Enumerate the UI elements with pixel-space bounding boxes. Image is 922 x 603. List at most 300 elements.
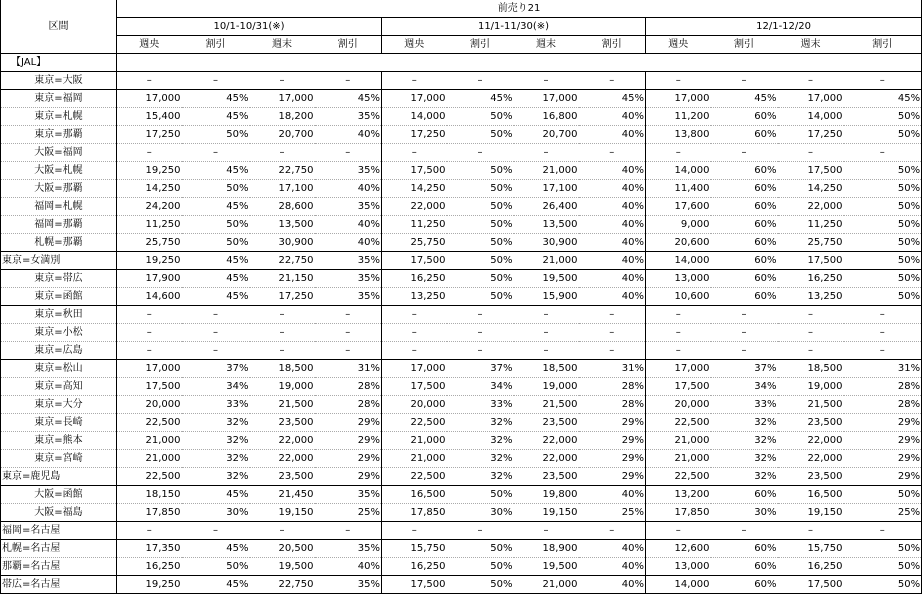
route-cell: 大阪=福岡 [1,144,117,162]
discount-cell: 32% [182,414,250,432]
discount-cell: 50% [844,558,922,576]
table-row [1,270,922,288]
fare-cell: – [646,522,711,540]
discount-cell: 40% [579,288,646,306]
discount-cell: 29% [844,450,922,468]
fare-cell: 22,500 [117,414,182,432]
fare-cell: 21,000 [382,450,447,468]
fare-cell: 22,500 [382,468,447,486]
fare-cell: 20,700 [514,126,579,144]
fare-cell: – [778,306,844,324]
discount-cell: 40% [579,270,646,288]
fare-cell: – [250,144,315,162]
discount-cell: – [315,522,382,540]
fare-cell: 22,000 [514,450,579,468]
route-cell: 札幌=那覇 [1,234,117,252]
discount-cell: 32% [447,414,514,432]
fare-cell: 23,500 [250,468,315,486]
table-row [1,504,922,522]
subcolumn-header: 割引 [315,36,382,54]
discount-cell: 40% [579,540,646,558]
fare-cell: 19,150 [250,504,315,522]
discount-cell: 50% [182,558,250,576]
fare-cell: – [514,522,579,540]
fare-cell: 17,600 [646,198,711,216]
discount-cell: – [447,144,514,162]
discount-cell: 29% [315,414,382,432]
section-label: 【JAL】 [1,54,117,72]
discount-cell: 45% [182,252,250,270]
discount-cell: 50% [447,252,514,270]
fare-cell: 17,250 [250,288,315,306]
period-header: 12/1-12/20 [646,18,922,36]
fare-cell: 17,350 [117,540,182,558]
discount-cell: 29% [579,468,646,486]
discount-cell: 50% [447,558,514,576]
fare-cell: 17,500 [778,162,844,180]
fare-cell: 14,250 [117,180,182,198]
discount-cell: 50% [844,126,922,144]
route-cell: 福岡=名古屋 [1,522,117,540]
discount-cell: 45% [182,576,250,594]
fare-cell: – [646,324,711,342]
fare-cell: 18,900 [514,540,579,558]
discount-cell: – [447,342,514,360]
discount-cell: 32% [182,432,250,450]
discount-cell: 50% [447,126,514,144]
fare-cell: 17,100 [514,180,579,198]
subcolumn-header: 割引 [711,36,778,54]
fare-cell: 23,500 [250,414,315,432]
route-cell: 那覇=名古屋 [1,558,117,576]
route-cell: 大阪=札幌 [1,162,117,180]
discount-cell: 25% [844,504,922,522]
fare-cell: 16,250 [778,270,844,288]
discount-cell: 28% [579,396,646,414]
fare-cell: 17,500 [778,252,844,270]
discount-cell: 50% [182,126,250,144]
fare-cell: 25,750 [117,234,182,252]
discount-cell: 50% [447,216,514,234]
fare-cell: 19,000 [250,378,315,396]
route-cell: 東京=女満別 [1,252,117,270]
fare-cell: 21,500 [514,396,579,414]
fare-cell: 18,500 [250,360,315,378]
discount-cell: 50% [844,540,922,558]
discount-cell: 40% [579,252,646,270]
fare-cell: 23,500 [778,414,844,432]
discount-cell: 60% [711,216,778,234]
fare-cell: 21,000 [514,576,579,594]
discount-cell: – [579,522,646,540]
discount-cell: 35% [315,576,382,594]
fare-cell: – [778,342,844,360]
fare-cell: 17,500 [382,576,447,594]
fare-cell: 17,000 [117,90,182,108]
discount-cell: 32% [447,432,514,450]
fare-cell: – [514,72,579,90]
fare-cell: 21,000 [646,450,711,468]
fare-cell: 30,900 [514,234,579,252]
route-cell: 東京=熊本 [1,432,117,450]
discount-cell: 40% [579,126,646,144]
fare-cell: 10,600 [646,288,711,306]
fare-cell: 20,500 [250,540,315,558]
fare-cell: 14,250 [778,180,844,198]
fare-cell: 13,200 [646,486,711,504]
table-row [1,468,922,486]
fare-cell: 21,000 [117,450,182,468]
discount-cell: 34% [182,378,250,396]
fare-cell: 15,750 [382,540,447,558]
fare-cell: 17,250 [778,126,844,144]
table-row [1,450,922,468]
discount-cell: 60% [711,234,778,252]
subcolumn-header: 週末 [778,36,844,54]
fare-cell: 21,000 [382,432,447,450]
discount-cell: 32% [711,414,778,432]
fare-cell: 14,000 [646,252,711,270]
discount-cell: – [711,324,778,342]
discount-cell: 29% [579,414,646,432]
fare-cell: 15,750 [778,540,844,558]
fare-cell: 14,250 [382,180,447,198]
discount-cell: – [711,342,778,360]
fare-cell: – [250,342,315,360]
subcolumn-header: 割引 [447,36,514,54]
fare-cell: 16,800 [514,108,579,126]
discount-cell: 40% [579,108,646,126]
discount-cell: 60% [711,126,778,144]
discount-cell: 50% [844,270,922,288]
discount-cell: 28% [315,396,382,414]
fare-cell: 19,150 [514,504,579,522]
discount-cell: – [447,72,514,90]
discount-cell: 37% [711,360,778,378]
table-row [1,558,922,576]
fare-cell: 22,000 [250,450,315,468]
fare-cell: 19,250 [117,576,182,594]
discount-cell: 50% [844,252,922,270]
table-row [1,126,922,144]
discount-cell: 50% [447,108,514,126]
fare-cell: – [778,72,844,90]
fare-cell: 19,500 [250,558,315,576]
discount-cell: 60% [711,162,778,180]
fare-cell: 17,000 [117,360,182,378]
fare-cell: 11,250 [382,216,447,234]
discount-cell: 32% [182,468,250,486]
discount-cell: 35% [315,486,382,504]
discount-cell: 50% [844,198,922,216]
fare-cell: 22,750 [250,252,315,270]
discount-cell: 50% [844,216,922,234]
fare-cell: 13,500 [514,216,579,234]
discount-cell: – [844,342,922,360]
route-cell: 東京=福岡 [1,90,117,108]
discount-cell: 32% [711,432,778,450]
route-cell: 大阪=福島 [1,504,117,522]
route-cell: 帯広=名古屋 [1,576,117,594]
table-header [1,0,922,54]
fare-cell: – [382,72,447,90]
discount-cell: 40% [579,198,646,216]
discount-cell: 40% [315,180,382,198]
fare-cell: 17,000 [646,90,711,108]
fare-cell: 22,000 [250,432,315,450]
fare-cell: – [646,72,711,90]
route-cell: 東京=函館 [1,288,117,306]
discount-cell: – [182,144,250,162]
fare-cell: 11,400 [646,180,711,198]
route-cell: 東京=帯広 [1,270,117,288]
discount-cell: – [447,324,514,342]
discount-cell: 40% [579,558,646,576]
discount-cell: 50% [182,234,250,252]
fare-cell: – [382,342,447,360]
fare-cell: – [117,342,182,360]
discount-cell: 45% [844,90,922,108]
fare-cell: – [250,522,315,540]
fare-cell: – [250,306,315,324]
fare-cell: 17,850 [117,504,182,522]
fare-cell: – [117,306,182,324]
discount-cell: 40% [579,576,646,594]
route-cell: 大阪=函館 [1,486,117,504]
discount-cell: 29% [315,468,382,486]
fare-cell: 19,000 [514,378,579,396]
discount-cell: 31% [844,360,922,378]
fare-cell: 16,500 [778,486,844,504]
fare-cell: 19,250 [117,162,182,180]
table-row [1,288,922,306]
fare-cell: 21,000 [514,252,579,270]
table-row [1,522,922,540]
discount-cell: – [844,324,922,342]
fare-cell: 17,900 [117,270,182,288]
table-row [1,144,922,162]
fare-cell: 17,850 [646,504,711,522]
fare-cell: – [778,522,844,540]
fare-cell: 19,150 [778,504,844,522]
fare-cell: 22,750 [250,576,315,594]
fare-cell: 11,250 [778,216,844,234]
discount-cell: – [711,306,778,324]
fare-cell: 14,000 [778,108,844,126]
route-cell: 東京=広島 [1,342,117,360]
discount-cell: – [844,522,922,540]
discount-cell: 33% [447,396,514,414]
discount-cell: 35% [315,198,382,216]
fare-cell: – [382,522,447,540]
discount-cell: 28% [844,396,922,414]
discount-cell: 32% [447,468,514,486]
fare-cell: 11,200 [646,108,711,126]
discount-cell: – [315,306,382,324]
section-row [1,54,922,72]
fare-cell: 11,250 [117,216,182,234]
discount-cell: 60% [711,108,778,126]
discount-cell: – [315,72,382,90]
discount-cell: – [579,324,646,342]
fare-cell: 21,150 [250,270,315,288]
discount-cell: 40% [579,234,646,252]
discount-cell: 31% [315,360,382,378]
discount-cell: 35% [315,540,382,558]
discount-cell: 50% [844,162,922,180]
discount-cell: 30% [711,504,778,522]
discount-cell: 37% [447,360,514,378]
discount-cell: 37% [182,360,250,378]
route-cell: 東京=小松 [1,324,117,342]
fare-cell: 17,500 [646,378,711,396]
fare-cell: 16,500 [382,486,447,504]
fare-cell: 18,150 [117,486,182,504]
fare-cell: 19,500 [514,558,579,576]
discount-cell: 50% [844,234,922,252]
fare-cell: 20,000 [117,396,182,414]
fare-cell: 22,000 [778,198,844,216]
discount-cell: 30% [182,504,250,522]
fare-cell: 19,800 [514,486,579,504]
discount-cell: 28% [844,378,922,396]
discount-cell: – [182,522,250,540]
table-row [1,234,922,252]
fare-cell: 15,400 [117,108,182,126]
discount-cell: 35% [315,162,382,180]
fare-cell: 14,000 [382,108,447,126]
fare-cell: 17,250 [117,126,182,144]
fare-cell: 17,000 [514,90,579,108]
fare-cell: 16,250 [382,558,447,576]
table-row [1,540,922,558]
discount-cell: – [182,324,250,342]
fare-cell: 18,200 [250,108,315,126]
table-row [1,306,922,324]
route-cell: 東京=那覇 [1,126,117,144]
fare-cell: 26,400 [514,198,579,216]
discount-cell: – [182,306,250,324]
discount-cell: 40% [315,126,382,144]
discount-cell: – [844,306,922,324]
discount-cell: – [844,72,922,90]
discount-cell: 50% [447,486,514,504]
discount-cell: 50% [182,180,250,198]
discount-cell: 45% [711,90,778,108]
fare-cell: 16,250 [117,558,182,576]
fare-cell: 13,800 [646,126,711,144]
fare-cell: 15,900 [514,288,579,306]
fare-cell: 22,750 [250,162,315,180]
subcolumn-header: 週央 [382,36,447,54]
discount-cell: – [579,342,646,360]
discount-cell: 29% [579,450,646,468]
fare-cell: 22,500 [382,414,447,432]
discount-cell: – [579,144,646,162]
table-row [1,486,922,504]
discount-cell: 30% [447,504,514,522]
discount-cell: 29% [844,432,922,450]
fare-cell: 18,500 [514,360,579,378]
fare-cell: – [250,324,315,342]
discount-cell: 28% [579,378,646,396]
period-header: 10/1-10/31(※) [117,18,382,36]
discount-cell: – [844,144,922,162]
discount-cell: 25% [315,504,382,522]
discount-cell: 28% [315,378,382,396]
discount-cell: 34% [711,378,778,396]
fare-cell: – [778,144,844,162]
discount-cell: 45% [182,162,250,180]
fare-cell: 13,250 [382,288,447,306]
fare-cell: 22,000 [514,432,579,450]
subcolumn-header: 週央 [117,36,182,54]
fare-cell: 17,000 [250,90,315,108]
fare-cell: 19,250 [117,252,182,270]
subcolumn-header: 割引 [182,36,250,54]
discount-cell: 29% [844,414,922,432]
fare-cell: 21,000 [117,432,182,450]
fare-cell: 14,000 [646,576,711,594]
discount-cell: 50% [447,270,514,288]
discount-cell: 40% [315,216,382,234]
route-cell: 東京=大阪 [1,72,117,90]
discount-cell: – [182,72,250,90]
discount-cell: 35% [315,108,382,126]
discount-cell: 60% [711,270,778,288]
table-row [1,342,922,360]
fare-cell: – [514,324,579,342]
discount-cell: 50% [447,540,514,558]
table-row [1,396,922,414]
table-row [1,432,922,450]
fare-cell: 21,450 [250,486,315,504]
discount-cell: 45% [182,198,250,216]
discount-cell: 29% [844,468,922,486]
table-row [1,252,922,270]
table-row [1,576,922,594]
discount-cell: – [315,324,382,342]
discount-cell: 50% [447,576,514,594]
discount-cell: 60% [711,540,778,558]
discount-cell: 32% [711,450,778,468]
route-cell: 東京=鹿児島 [1,468,117,486]
fare-cell: 25,750 [382,234,447,252]
fare-cell: 19,000 [778,378,844,396]
route-cell: 福岡=札幌 [1,198,117,216]
fare-cell: 17,100 [250,180,315,198]
fare-cell: – [117,324,182,342]
discount-cell: 60% [711,288,778,306]
fare-cell: 16,250 [382,270,447,288]
route-cell: 東京=札幌 [1,108,117,126]
discount-cell: – [579,72,646,90]
group-title: 前売り21 [117,0,922,18]
fare-cell: 16,250 [778,558,844,576]
discount-cell: 50% [844,486,922,504]
discount-cell: 60% [711,486,778,504]
discount-cell: – [711,144,778,162]
discount-cell: 45% [447,90,514,108]
discount-cell: 29% [579,432,646,450]
fare-cell: – [646,342,711,360]
fare-cell: – [778,324,844,342]
discount-cell: – [447,522,514,540]
fare-cell: 17,500 [382,162,447,180]
fare-cell: 22,000 [382,198,447,216]
discount-cell: 34% [447,378,514,396]
fare-cell: 21,500 [250,396,315,414]
